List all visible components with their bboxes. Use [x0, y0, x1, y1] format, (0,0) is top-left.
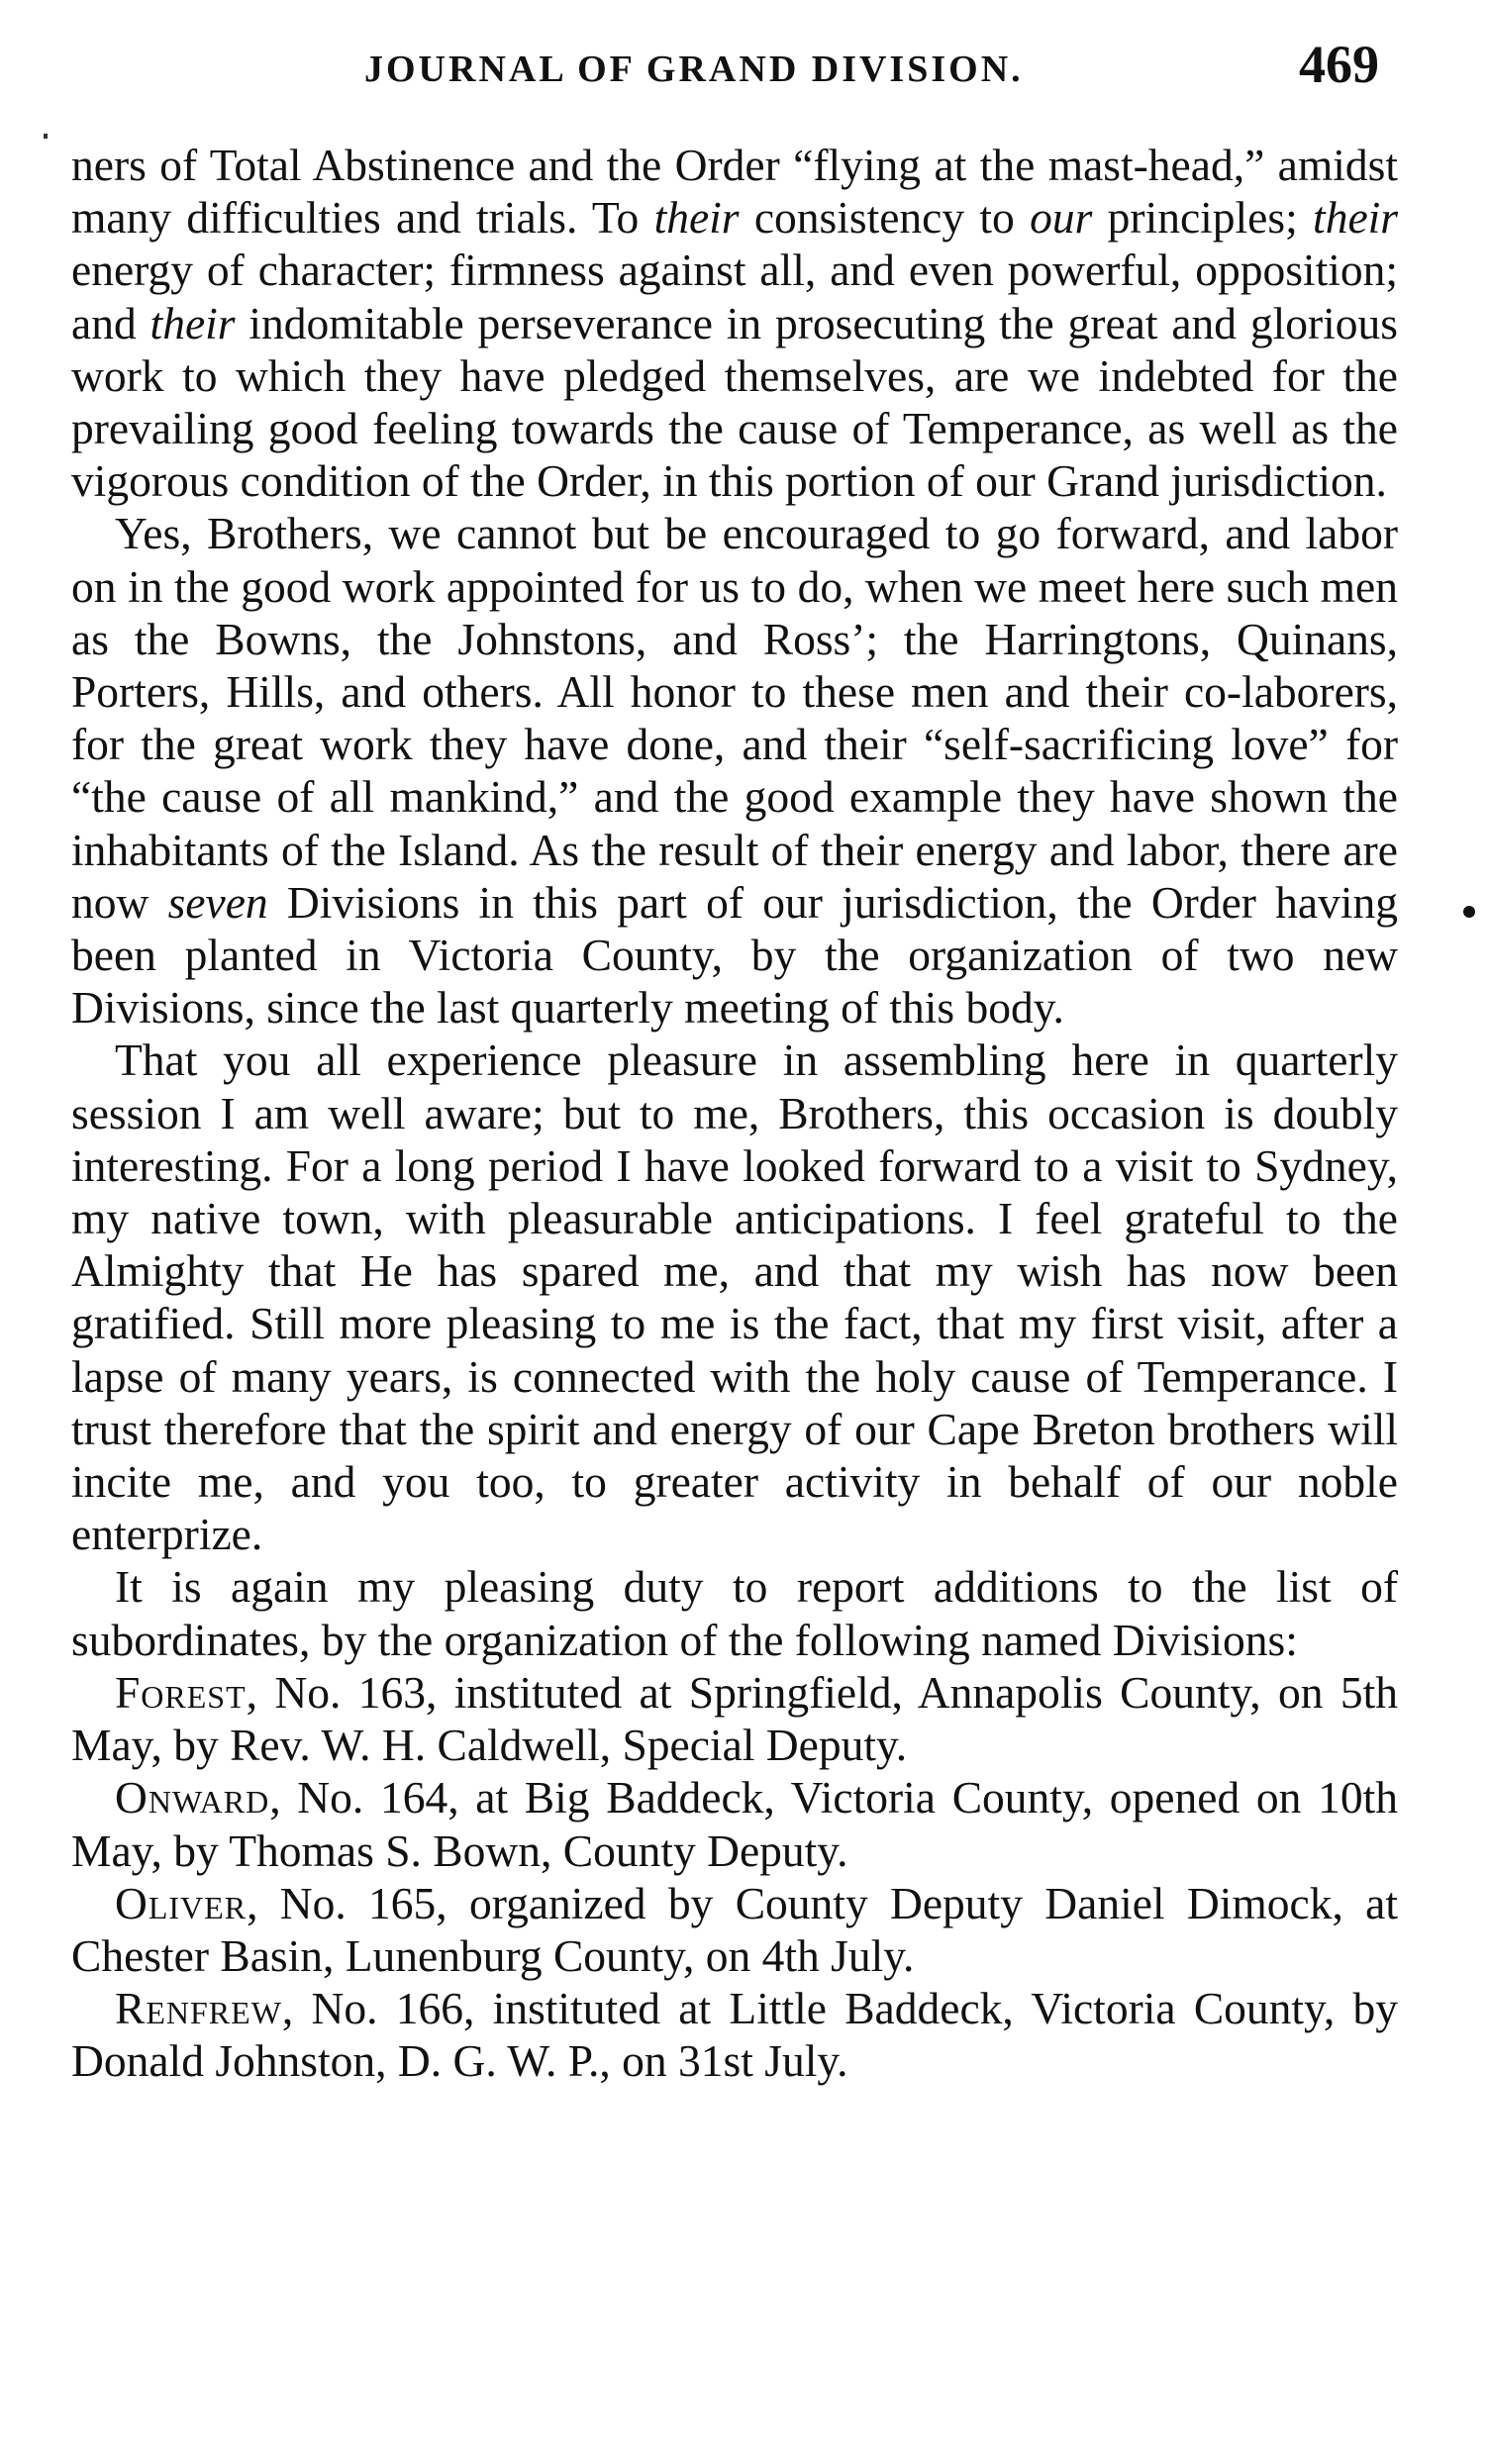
page-number: 469 — [1299, 35, 1379, 94]
text-run: ners of Total Abstinence and the Order “flying at the mast-head,” amidst many difficulties and trials. To — [71, 140, 1398, 244]
margin-dot — [1463, 906, 1475, 918]
running-head: JOURNAL OF GRAND DIVISION. — [364, 49, 1024, 90]
division-entry-renfrew — [71, 1982, 1398, 2087]
paragraph-quarterly-session: That you all experience pleasure in assembling here in quarterly session I am well aware; but to me, Brothers, this occasion is doubly interesting. For a long period I have looked forward to a visit to Sydney, my native town, with pleasurable anticipations. I feel grateful to the Almighty that He has spared me, and that my wish has now been gratified. Still more pleasing to me is the fact, that my first visit, after a lapse of many years, is connected with the holy cause of Temperance. I trust therefore that the spirit and energy of our Cape Breton brothers will incite me, and you too, to greater activity in behalf of our noble enterprize. — [71, 1035, 1398, 1560]
text-run: consistency to — [739, 192, 1031, 244]
paragraph-report-additions: It is again my pleasing duty to report additions to the list of subordinates, by the organization of the following named Divisions: — [71, 1561, 1398, 1665]
text-run: Divisions in this part of our jurisdiction, the Order having been planted in Victoria County, by the organization of two new Divisions, since the last quarterly meeting of this body. — [71, 876, 1398, 1034]
text-run: principles; — [1092, 192, 1314, 244]
text-run: indomitable perseverance in prosecuting the great and glorious work to which they have pledged themselves, are we indebted for the prevailing good feeling towards the cause of Temperance, as well as the vigorous condition of the Order, in this portion of our Grand jurisdiction. — [71, 297, 1398, 507]
emphasis: seven — [167, 876, 268, 928]
paragraph-yes-brothers — [71, 507, 1398, 1034]
emphasis: their — [653, 192, 740, 244]
emphasis: their — [149, 297, 236, 348]
division-entry-oliver — [71, 1877, 1398, 1982]
text-run: energy of character; firmness against all, and even powerful, opposition; and — [71, 245, 1398, 348]
division-name: Onward — [115, 1772, 270, 1823]
division-entry-forest — [71, 1666, 1398, 1771]
division-details: , No. 164, at Big Baddeck, Victoria County, opened on 10th May, by Thomas S. Bown, County Deputy. — [71, 1772, 1398, 1876]
margin-mark — [44, 134, 48, 139]
emphasis: our — [1030, 192, 1093, 244]
division-entry-onward — [71, 1771, 1398, 1876]
division-details: , No. 165, organized by County Deputy Daniel Dimock, at Chester Basin, Lunenburg County, on 4th July. — [71, 1877, 1398, 1981]
body-text — [71, 139, 1398, 2088]
division-details: , No. 166, instituted at Little Baddeck, Victoria County, by Donald Johnston, D. G. W. P., on 31st July. — [71, 1983, 1398, 2087]
emphasis: their — [1313, 192, 1398, 244]
division-name: Renfrew — [115, 1983, 282, 2034]
division-details: , No. 163, instituted at Springfield, Annapolis County, on 5th May, by Rev. W. H. Caldwell, Special Deputy. — [71, 1666, 1398, 1771]
division-name: Oliver — [115, 1877, 248, 1928]
division-name: Forest — [115, 1666, 247, 1718]
text-run: Yes, Brothers, we cannot but be encouraged to go forward, and labor on in the good work appointed for us to do, when we meet here such men as the Bowns, the Johnstons, and Ross’; the Harringtons, Quinans, Porters, Hills, and others. All honor to these men and their co-laborers, for the great work they have done, and their “self-sacrificing love” for “the cause of all mankind,” and the good example they have shown the inhabitants of the Island. As the result of their energy and labor, there are now — [71, 508, 1398, 928]
paragraph-continuation — [71, 139, 1398, 507]
